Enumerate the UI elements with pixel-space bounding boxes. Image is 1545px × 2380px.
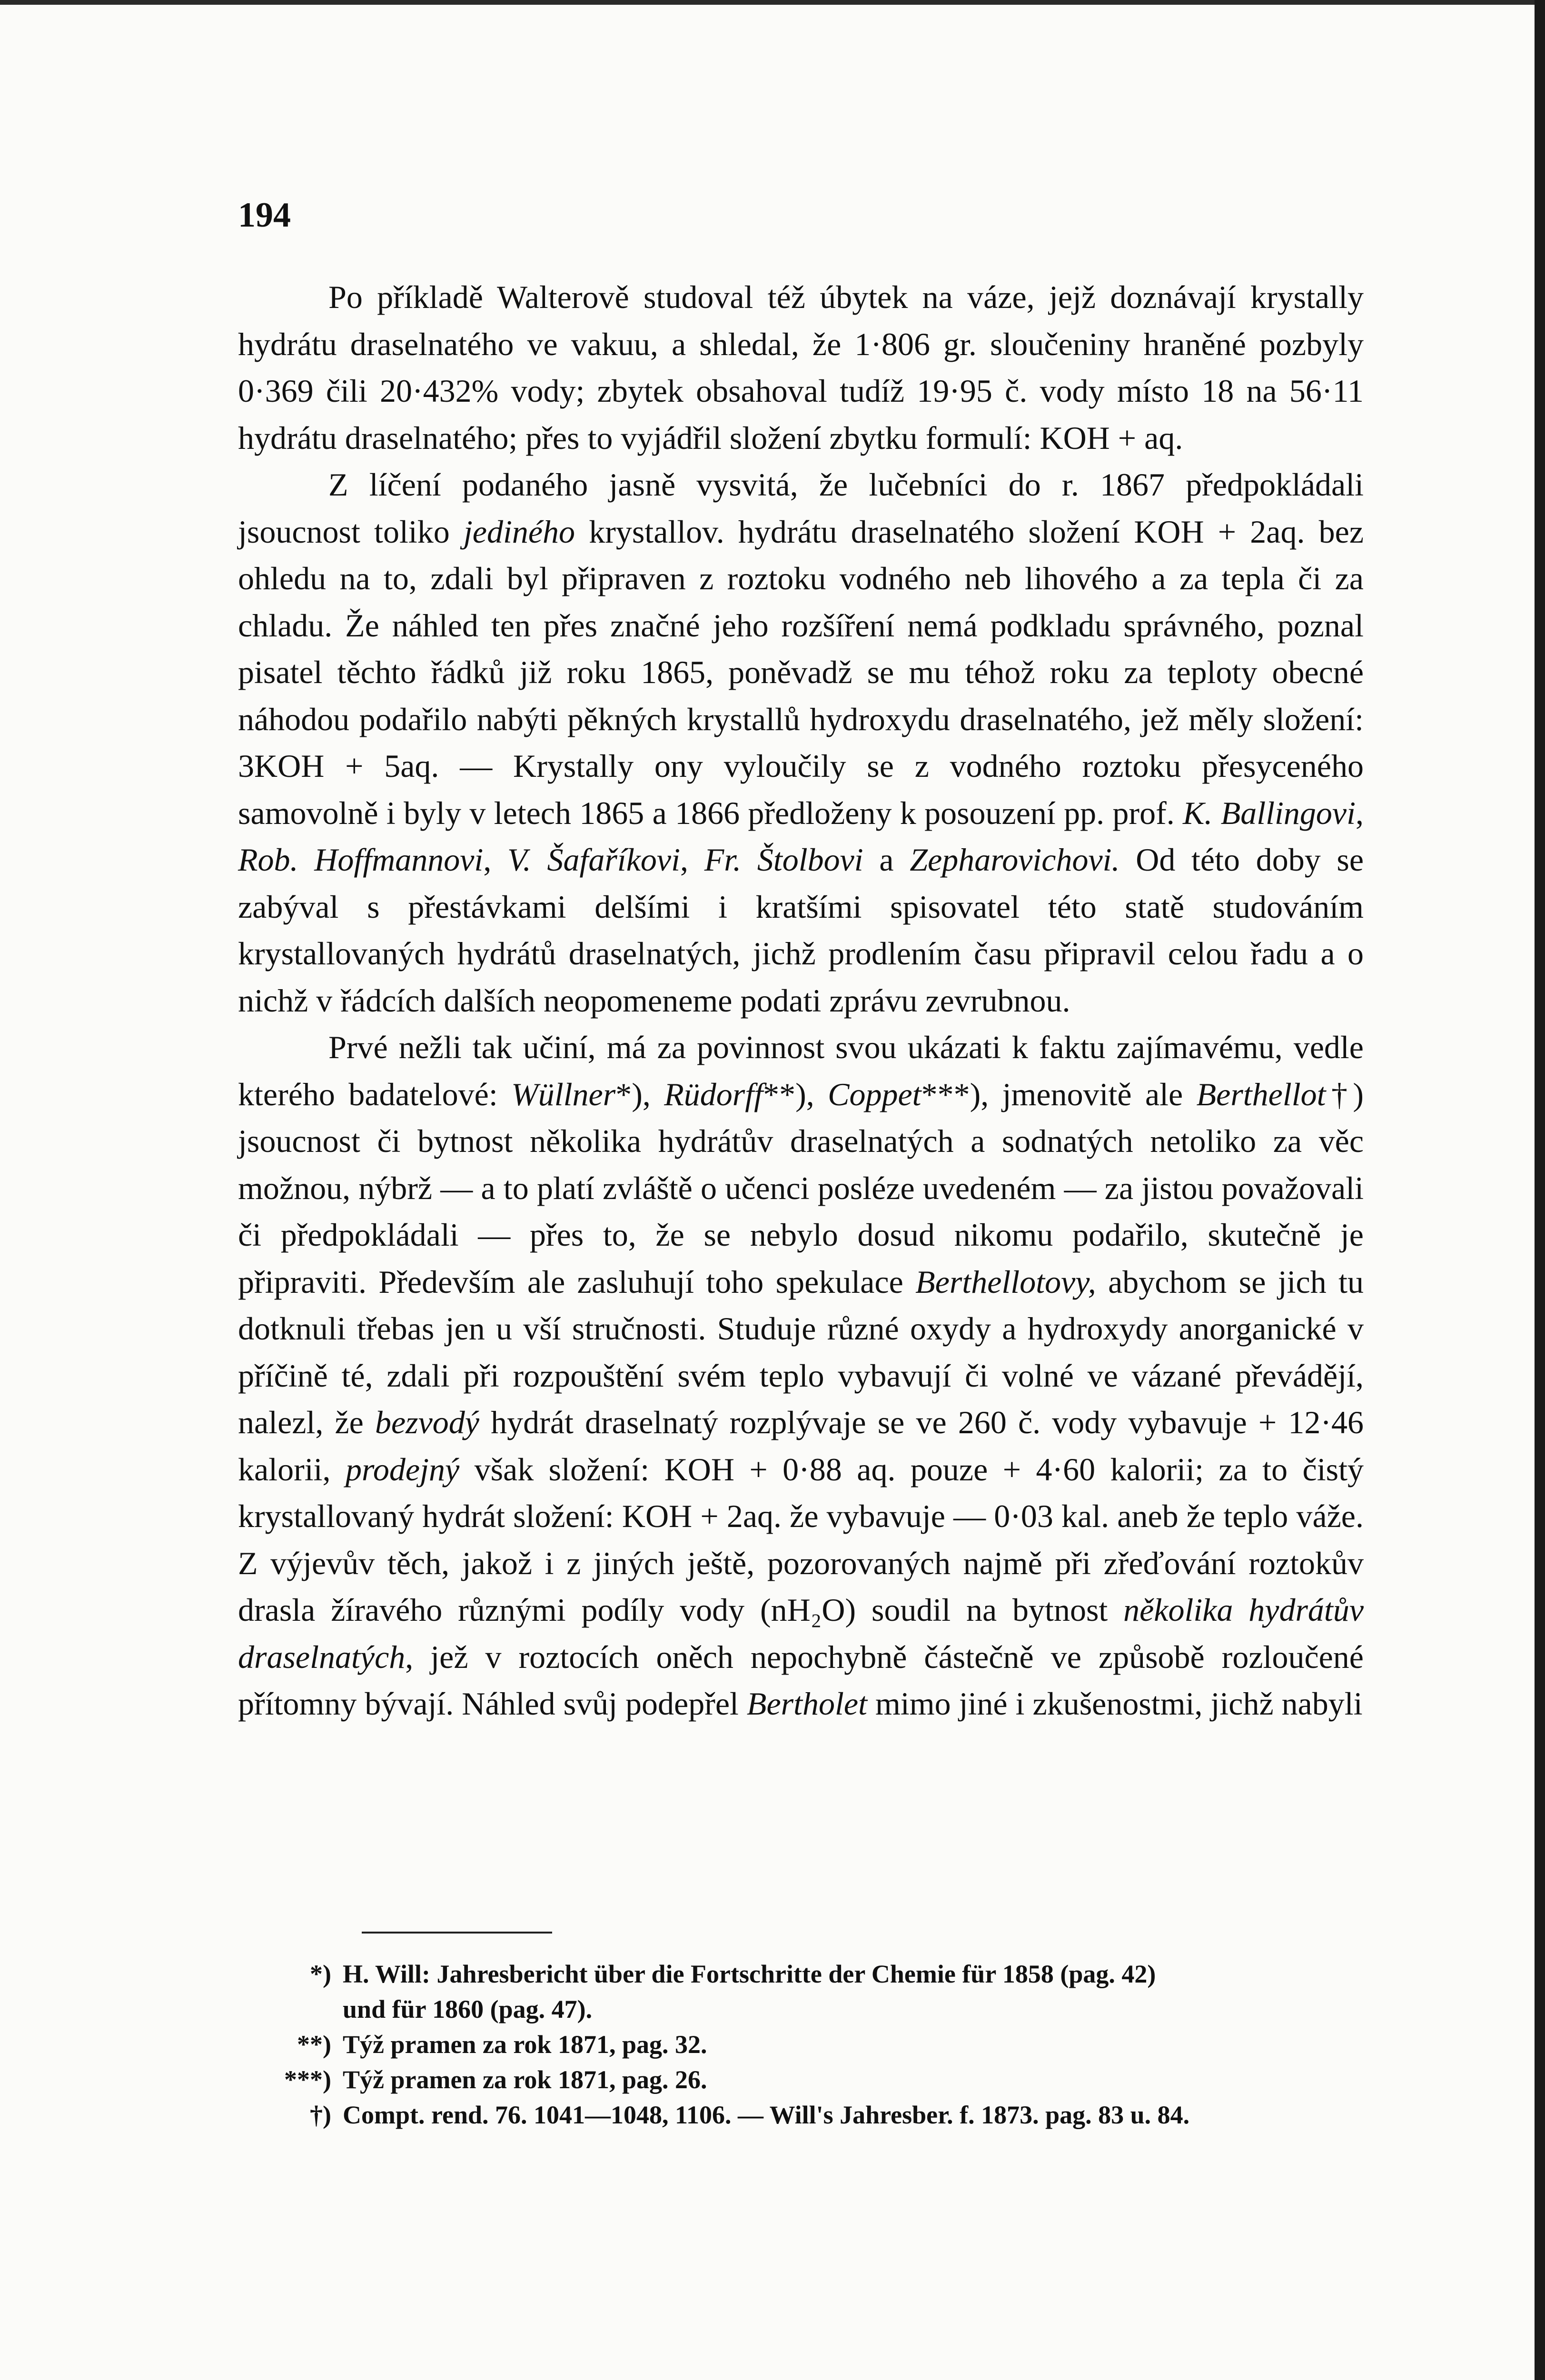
footnote-text: Týž pramen za rok 1871, pag. 26.	[343, 2065, 707, 2094]
italic-run: K. Ballingovi	[1183, 794, 1356, 831]
footnote-2	[238, 2027, 1364, 2062]
paragraph-1: Po příkladě Walterově studoval též úbytek na váze, jejž doznávají krystally hydrátu draselnatého ve vakuu, a shledal, že 1·806 gr. sloučeniny hraněné pozbyly 0·369 čili 20·432% vody; zbytek obsahoval tudíž 19·95 č. vody místo 18 na 56·11 hydrátu draselnatého; přes to vyjádřil složení zbytku formulí: KOH + aq.	[238, 279, 1364, 456]
italic-run: V. Šafaříkovi	[507, 842, 680, 878]
page-number: 194	[238, 196, 291, 235]
italic-run: Zepharovichovi.	[910, 842, 1120, 878]
text-run: Prvé nežli tak učiní, má za povinnost svou ukázati k faktu zajímavému, vedle kterého badatelové:	[238, 1029, 1364, 1112]
footnote-1	[238, 1956, 1364, 1992]
italic-run: Rob. Hoffmannovi	[238, 842, 484, 878]
text-run: *),	[615, 1076, 664, 1112]
text-run: hydrát draselnatý rozplývaje se ve 260 č. vody vybavuje + 12·46 kalorii,	[238, 1404, 1364, 1488]
scan-top-edge	[0, 0, 1545, 5]
text-run: Z líčení podaného jasně vysvitá, že lučebníci do r. 1867 předpokládali jsoucnost toliko	[238, 466, 1364, 550]
footnote-1-continuation: und für 1860 (pag. 47).	[343, 1995, 593, 2023]
italic-run: jediného	[463, 513, 575, 550]
text-run: krystallov. hydrátu draselnatého složení KOH + 2aq. bez ohledu na to, zdali byl připraven z roztoku vodného neb lihového a za tepla či za chladu. Že náhled ten přes značné jeho rozšíření nemá podkladu správného, poznal pisatel těchto řádků již roku 1865, poněvadž se mu téhož roku za teploty obecné náhodou podařilo nabýti pěkných krystallů hydroxydu draselnatého, jež měly složení: 3KOH + 5aq. — Krystally ony vyloučily se z vodného roztoku přesyceného samovolně i byly v letech 1865 a 1866 předloženy k posouzení pp. prof.	[238, 513, 1364, 831]
text-run: †) jsoucnost či bytnost několika hydrátův draselnatých a sodnatých netoliko za věc možnou, nýbrž — a to platí zvláště o učenci posléze uvedeném — za jistou považovali či předpokládali — přes to, že se nebylo dosud nikomu podařilo, skutečně je připraviti. Především ale zasluhují toho spekulace	[238, 1076, 1364, 1300]
italic-run: Rüdorff	[664, 1076, 763, 1112]
text-run: **),	[763, 1076, 828, 1112]
text-run: mimo jiné i zkušenostmi, jichž nabyli	[867, 1686, 1363, 1722]
footnote-4	[238, 2097, 1364, 2132]
text-run: , jež v roztocích oněch nepochybně částečně ve způsobě rozloučené přítomny bývají. Náhled svůj podepřel	[238, 1638, 1364, 1722]
italic-run: Coppet	[828, 1076, 921, 1112]
italic-run: Berthellot	[1196, 1076, 1326, 1112]
paragraph-3	[238, 1024, 1364, 1727]
footnote-text: H. Will: Jahresbericht über die Fortschritte der Chemie für 1858 (pag. 42)	[343, 1960, 1156, 1988]
italic-run: Wüllner	[511, 1076, 616, 1112]
italic-run: Berthellotovy,	[915, 1263, 1096, 1300]
text-run: abychom se jich tu dotknuli třebas jen u vší stručnosti. Studuje různé oxydy a hydroxydy anorganické v příčině té, zdali při rozpouštění svém teplo vybavují či volné ve vázané převádějí, nalezl, že	[238, 1263, 1364, 1440]
text-run: Od této doby se zabýval s přestávkami delšími i kratšími spisovatel této statě studováním krystallovaných hydrátů draselnatých, jichž prodlením času připravil celou řadu a o nichž v řádcích dalších neopomeneme podati zprávu zevrubnou.	[238, 842, 1364, 1019]
text-run: ***), jmenovitě ale	[921, 1076, 1197, 1112]
text-run: ,	[680, 842, 704, 878]
footnote-mark: *)	[310, 1960, 331, 1988]
footnote-3	[238, 2062, 1364, 2097]
italic-run: Fr. Štolbovi	[704, 842, 863, 878]
text-run: ,	[1356, 794, 1364, 831]
footnote-mark: **)	[297, 2030, 331, 2059]
footnote-separator	[362, 1932, 552, 1934]
body-text	[238, 274, 1364, 1727]
footnote-mark: †)	[310, 2101, 331, 2129]
scan-right-edge	[1535, 0, 1545, 2380]
italic-run: bezvodý	[375, 1404, 479, 1440]
paragraph-2	[238, 461, 1364, 1024]
footnotes	[238, 1956, 1364, 2132]
footnote-text: Týž pramen za rok 1871, pag. 32.	[343, 2030, 707, 2059]
text-run: ,	[483, 842, 508, 878]
text-run: však složení: KOH + 0·88 aq. pouze + 4·60 kalorii; za to čistý krystallovaný hydrát složení: KOH + 2aq. že vybavuje — 0·03 kal. aneb že teplo váže. Z výjevův těch, jakož i z jiných ještě, pozorovaných najmě při zřeďování roztokův drasla žíravého různými podíly vody (nH₂O) soudil na bytnost	[238, 1451, 1364, 1628]
footnote-text: Compt. rend. 76. 1041—1048, 1106. — Will's Jahresber. f. 1873. pag. 83 u. 84.	[343, 2101, 1190, 2129]
italic-run: Bertholet	[746, 1686, 867, 1722]
text-run: a	[863, 842, 910, 878]
italic-run: několika hydrátův draselnatých	[238, 1592, 1364, 1675]
italic-run: prodejný	[345, 1451, 460, 1488]
footnote-mark: ***)	[284, 2065, 331, 2094]
